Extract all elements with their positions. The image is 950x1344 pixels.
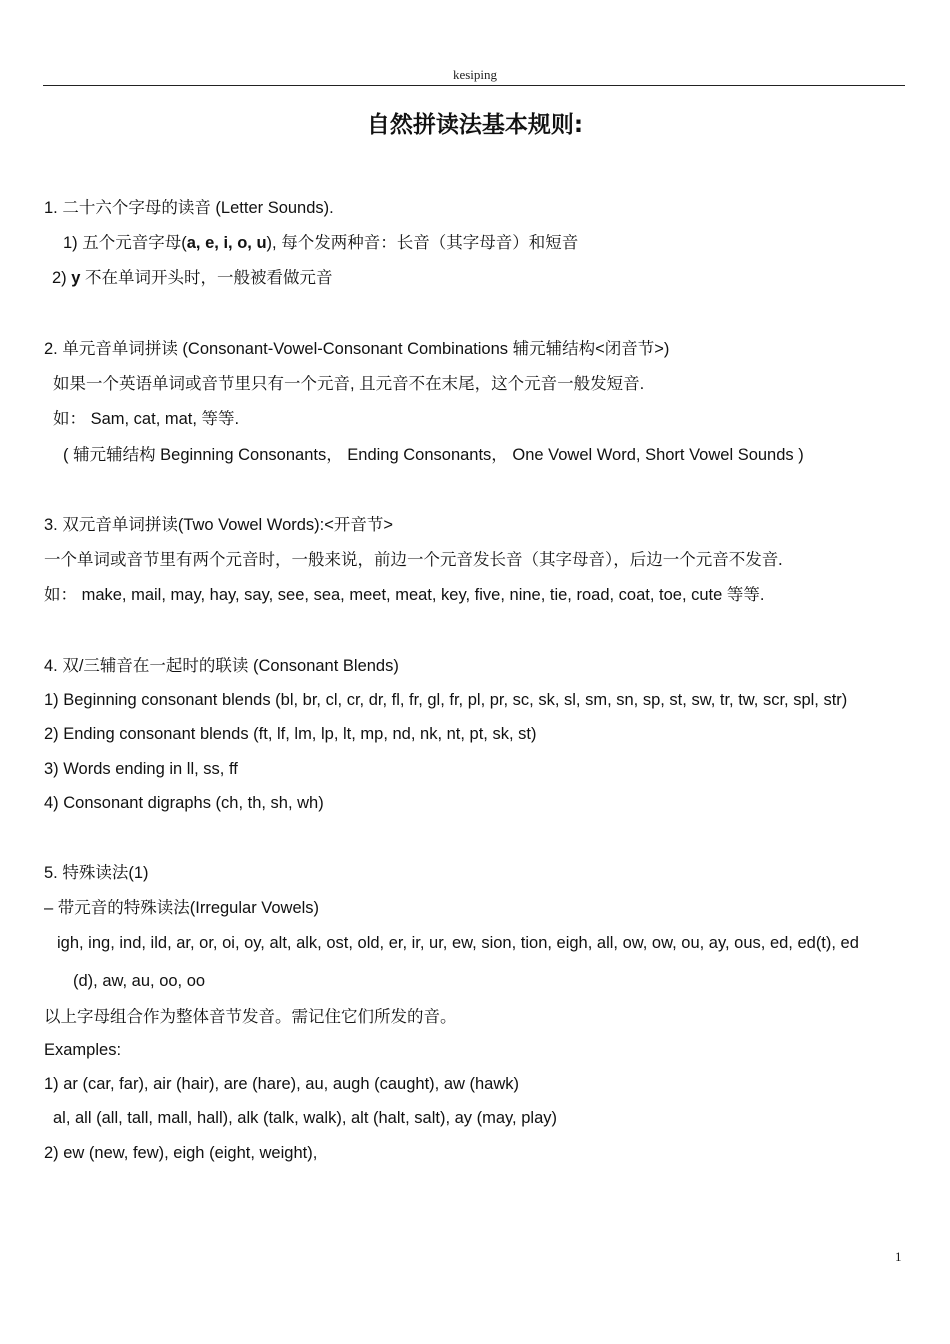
section-3-line-2: 如： make, mail, may, hay, say, see, sea, meet, meat, key, five, nine, tie, road, coat, toe, cute 等等.: [44, 586, 765, 604]
section-2-line-3: ( 辅元辅结构 Beginning Consonants， Ending Consonants， One Vowel Word, Short Vowel Sounds ): [63, 446, 804, 464]
header-rule: [43, 85, 905, 86]
section-5-line-7: al, all (all, tall, mall, hall), alk (talk, walk), alt (halt, salt), ay (may, play): [53, 1109, 557, 1127]
section-3-heading: 3. 双元音单词拼读(Two Vowel Words):<开音节>: [44, 516, 394, 534]
section-3-line-1: 一个单词或音节里有两个元音时，一般来说，前边一个元音发长音（其字母音），后边一个元音不发音.: [44, 550, 783, 569]
section-4-line-2: 2) Ending consonant blends (ft, lf, lm, lp, lt, mp, nd, nk, nt, pt, sk, st): [44, 725, 537, 743]
section-4-line-1: 1) Beginning consonant blends (bl, br, cl, cr, dr, fl, fr, gl, fr, pl, pr, sc, sk, sl, sm, sn, sp, st, sw, tr, tw, scr, spl, str): [44, 691, 848, 709]
section-1-item-2: 2) y 不在单词开头时，一般被看做元音: [52, 269, 333, 287]
page-header: kesiping: [452, 67, 498, 82]
page-number: 1: [895, 1249, 902, 1264]
section-5-line-6: 1) ar (car, far), air (hair), are (hare), au, augh (caught), aw (hawk): [44, 1075, 520, 1093]
section-4-line-3: 3) Words ending in ll, ss, ff: [44, 760, 238, 778]
section-1-item-1: 1) 五个元音字母(a, e, i, o, u), 每个发两种音：长音（其字母音）和短音: [63, 234, 579, 252]
section-5-line-8: 2) ew (new, few), eigh (eight, weight),: [44, 1144, 318, 1162]
section-2-line-2: 如： Sam, cat, mat, 等等.: [53, 410, 240, 428]
document-title: 自然拼读法基本规则:: [366, 112, 584, 138]
section-1-heading: 1. 二十六个字母的读音 (Letter Sounds).: [44, 199, 334, 217]
section-2-line-1: 如果一个英语单词或音节里只有一个元音, 且元音不在末尾，这个元音一般发短音.: [53, 375, 645, 393]
section-5-line-4: 以上字母组合作为整体音节发音。需记住它们所发的音。: [44, 1008, 457, 1026]
section-5-line-1: – 带元音的特殊读法(Irregular Vowels): [44, 899, 320, 917]
section-5-heading: 5. 特殊读法(1): [44, 864, 149, 882]
section-5-line-2: igh, ing, ind, ild, ar, or, oi, oy, alt, alk, ost, old, er, ir, ur, ew, sion, tion, eigh, all, ow, ow, ou, ay, ous, ed, ed(t), ed: [57, 934, 859, 952]
section-2-heading: 2. 单元音单词拼读 (Consonant-Vowel-Consonant Combinations 辅元辅结构<闭音节>): [44, 340, 670, 358]
section-4-line-4: 4) Consonant digraphs (ch, th, sh, wh): [44, 794, 324, 812]
section-4-heading: 4. 双/三辅音在一起时的联读 (Consonant Blends): [44, 657, 399, 675]
section-5-line-5: Examples:: [44, 1041, 122, 1059]
section-5-line-3: (d), aw, au, oo, oo: [73, 972, 206, 990]
